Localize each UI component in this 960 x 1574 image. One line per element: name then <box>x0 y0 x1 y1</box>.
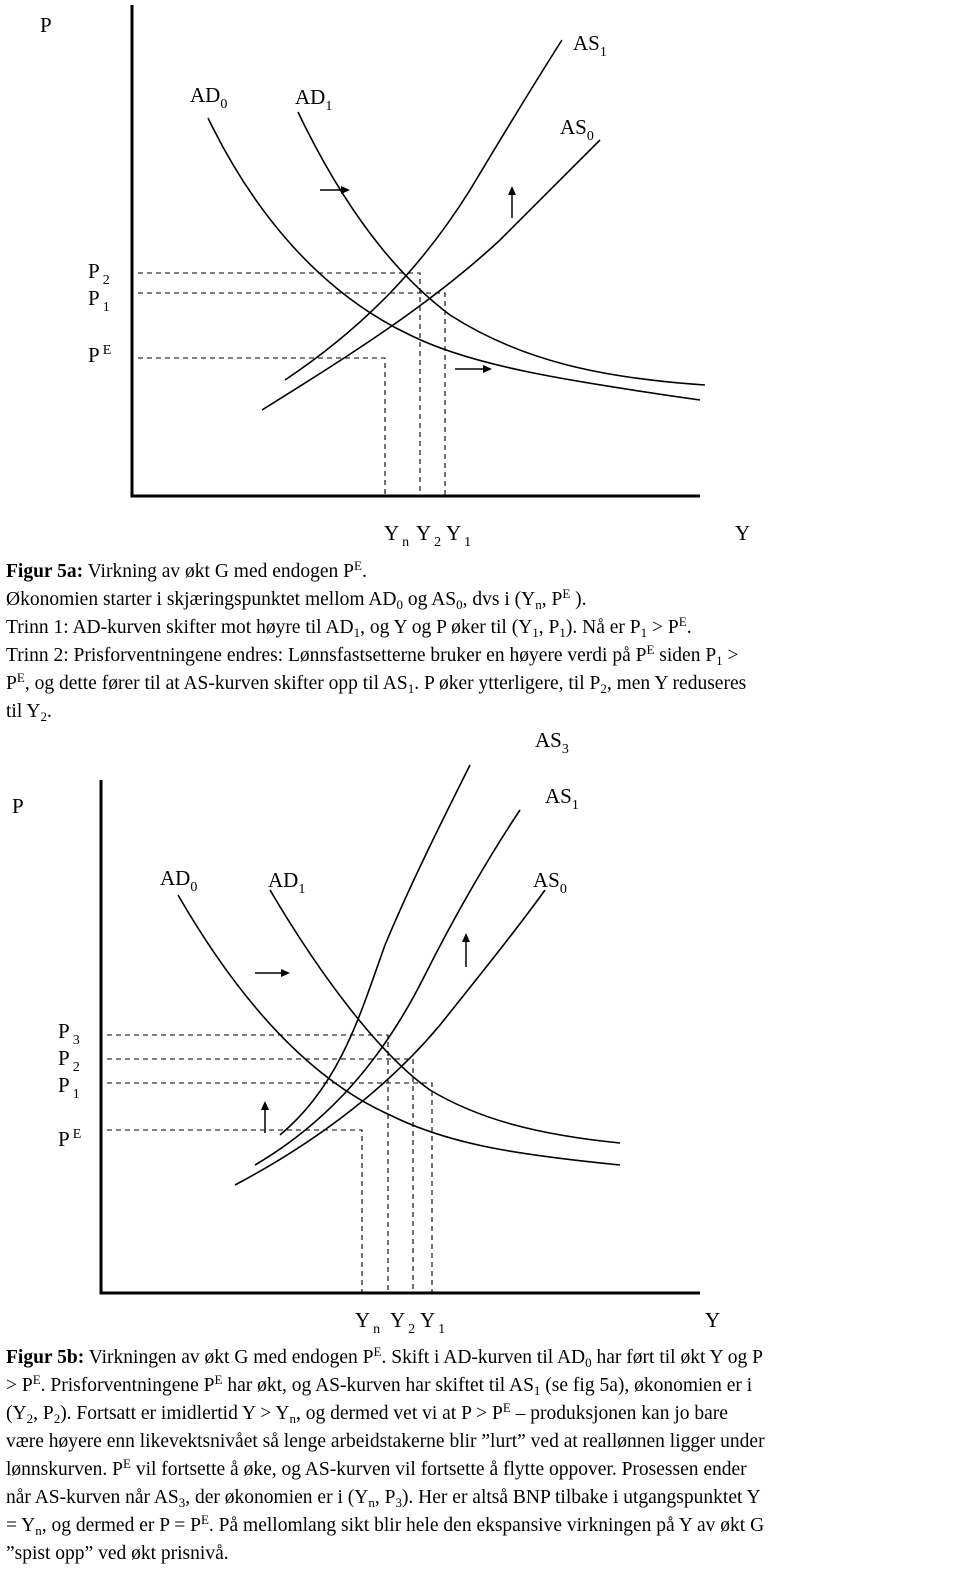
ad1-curve <box>298 112 705 385</box>
caption-line: lønnskurven. $P^E$ vil fortsette å øke, og AS-kurven vil fortsette å flytte oppover. Prosessen ender <box>6 1456 747 1480</box>
as0-label: $AS_0$ <box>533 868 567 897</box>
as1-curve <box>285 40 562 380</box>
caption-line: Figur 5a: Virkning av økt G med endogen $P^E$. <box>6 558 367 582</box>
p2-label: P $_2$ <box>58 1046 80 1075</box>
p2-guide <box>107 1059 413 1293</box>
p1-label: P $_1$ <box>88 286 110 315</box>
x-axis-label: Y <box>735 521 751 545</box>
caption-line: $P^E$, og dette fører til at AS-kurven skifter opp til $AS_1$. P øker ytterligere, til $P_2$, men Y reduseres <box>6 670 747 696</box>
y2-label: Y $_2$ <box>390 1308 416 1337</box>
caption-line: ”spist opp” ved økt prisnivå. <box>6 1543 229 1564</box>
p1-guide <box>107 1083 432 1293</box>
pe-label: P $^E$ <box>58 1127 82 1151</box>
y2-label: Y $_2$ <box>416 521 442 550</box>
p1-guide <box>138 293 445 496</box>
as1-label: $AS_1$ <box>545 784 579 813</box>
ad0-label: $AD_0$ <box>160 866 198 895</box>
as0-curve <box>262 140 600 410</box>
as0-label: $AS_0$ <box>560 115 594 144</box>
caption-line: > $P^E$. Prisforventningene $P^E$ har økt, og AS-kurven har skiftet til $AS_1$ (se fig 5a), økonomien er i <box>6 1372 753 1398</box>
figure-5a <box>0 0 960 560</box>
ad0-curve <box>208 118 700 400</box>
ad1-label: $AD_1$ <box>268 868 306 897</box>
caption-line: være høyere enn likevektsnivået så lenge arbeidstakerne blir ”lurt” ved at reallønnen ligger under <box>6 1431 765 1452</box>
up-arrow-icon <box>462 933 470 967</box>
caption-line: Økonomien starter i skjæringspunktet mellom $AD_0$ og $AS_0$, dvs i ($Y_n$, $P^E$ ). <box>6 586 587 612</box>
p1-label: P $_1$ <box>58 1073 80 1102</box>
caption-line: til $Y_2$. <box>6 701 52 724</box>
pe-guide <box>138 358 385 496</box>
caption-figure-5b <box>6 1344 956 1568</box>
p2-label: P $_2$ <box>88 259 110 288</box>
yn-label: Y $_n$ <box>384 521 410 550</box>
ad1-curve <box>270 890 620 1143</box>
as1-label: $AS_1$ <box>573 31 607 60</box>
x-axis-label: Y <box>705 1308 721 1332</box>
caption-line: når AS-kurven når $AS_3$, der økonomien er i ($Y_n$, $P_3$). Her er altså BNP tilbake i utgangspunktet Y <box>6 1487 761 1510</box>
caption-figure-5a <box>6 558 956 726</box>
caption-line: Figur 5b: Virkningen av økt G med endogen $P^E$. Skift i AD-kurven til $AD_0$ har ført til økt Y og P <box>6 1344 763 1370</box>
y-axis-label: P <box>40 13 52 37</box>
right-arrow-icon <box>255 969 290 977</box>
y-axis-label: P <box>12 794 24 818</box>
pe-label: P $^E$ <box>88 343 112 367</box>
pe-guide <box>107 1130 362 1293</box>
y1-label: Y $_1$ <box>446 521 472 550</box>
yn-label: Y $_n$ <box>355 1308 381 1337</box>
as3-label: $AS_3$ <box>535 728 569 757</box>
caption-line: Trinn 2: Prisforventningene endres: Lønnsfastsetterne bruker en høyere verdi på $P^E$ siden $P_1$ > <box>6 642 739 668</box>
caption-line: Trinn 1: AD-kurven skifter mot høyre til $AD_1$, og Y og P øker til ($Y_1$, $P_1$). Nå er $P_1 > P^E$. <box>6 614 692 640</box>
right-arrow-icon <box>455 365 492 373</box>
y1-label: Y $_1$ <box>420 1308 446 1337</box>
figure-5b <box>0 725 960 1335</box>
caption-line: ($Y_2$, $P_2$). Fortsatt er imidlertid $Y > Y_n$, og dermed vet vi at $P > P^E$ – produksjonen kan jo bare <box>6 1400 728 1426</box>
caption-line: = $Y_n$, og dermed er $P = P^E$. På mellomlang sikt blir hele den ekspansive virkningen på Y av økt G <box>6 1512 765 1538</box>
up-arrow-icon <box>508 186 516 218</box>
up-arrow-icon <box>261 1101 269 1133</box>
y-axis <box>132 5 700 496</box>
y-axis <box>101 780 700 1293</box>
p3-label: P $_3$ <box>58 1019 80 1048</box>
ad0-label: $AD_0$ <box>190 83 228 112</box>
as1-curve <box>255 810 520 1165</box>
ad1-label: $AD_1$ <box>295 85 333 114</box>
ad0-curve <box>178 895 620 1165</box>
right-arrow-icon <box>320 186 350 194</box>
p3-guide <box>107 1035 388 1293</box>
